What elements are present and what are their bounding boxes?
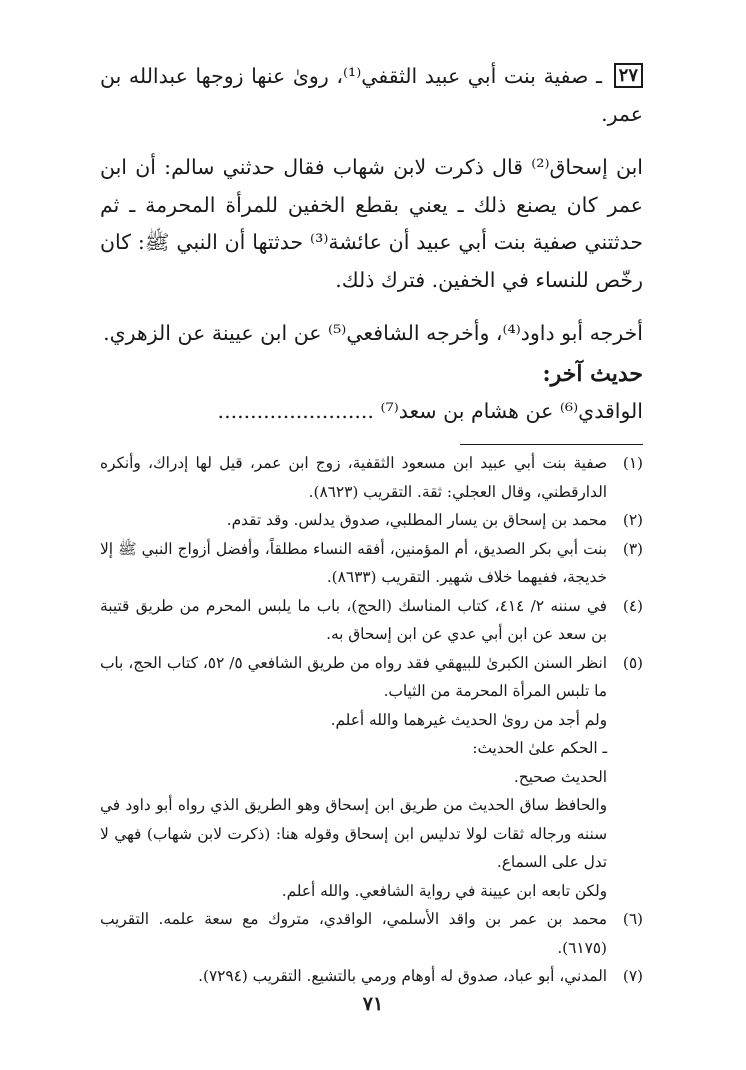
last-line-text: الواقدي⁽⁶⁾ عن هشام بن سعد⁽⁷⁾: [380, 398, 643, 423]
footnote-line: والحافظ ساق الحديث من طريق ابن إسحاق وهو الطريق الذي رواه أبو داود في سننه ورجاله ثقات لولا تدليس ابن إسحاق وقوله هنا: (ذكرت لابن شهاب) فهي لا تدل على السماع.: [100, 796, 607, 871]
entry-number-box: ٢٧: [614, 63, 643, 88]
footnote-4: [100, 592, 643, 649]
footnote-divider: [460, 444, 643, 445]
footnote-line: محمد بن إسحاق بن يسار المطلبي، صدوق يدلس. وقد تقدم.: [226, 511, 607, 529]
footnote-number: (٢): [622, 511, 643, 529]
footnote-5: [100, 649, 643, 906]
footnote-number: (٤): [622, 596, 643, 615]
footnote-6: [100, 905, 643, 962]
footnote-line: المدني، أبو عباد، صدوق له أوهام ورمي بالتشيع. التقريب (٧٢٩٤).: [198, 967, 607, 985]
footnote-line: الحديث صحيح.: [513, 767, 607, 786]
footnote-line: ولم أجد من روىٰ الحديث غيرهما والله أعلم.: [330, 710, 607, 729]
another-hadith-subheading: حديث آخر:: [542, 360, 643, 387]
footnote-3: [100, 535, 643, 592]
footnote-body: [100, 962, 607, 991]
footnote-body: [100, 649, 607, 906]
footnote-line: ولكن تابعه ابن عيينة في رواية الشافعي. والله أعلم.: [281, 881, 607, 900]
footnote-line: في سننه ٢/ ٤١٤، كتاب المناسك (الحج)، باب ما يلبس المحرم من طريق قتيبة بن سعد عن ابن أبي عدي عن ابن إسحاق به.: [100, 596, 607, 643]
footnote-2: [100, 506, 643, 535]
entry-heading-text: ـ صفية بنت أبي عبيد الثقفي⁽¹⁾، روىٰ عنها زوجها عبدالله بن عمر.: [100, 64, 643, 126]
footnote-number: (١): [622, 454, 643, 472]
footnote-7: [100, 962, 643, 991]
footnote-line: صفية بنت أبي عبيد ابن مسعود الثقفية، زوج ابن عمر، قيل لها إدراك، وأنكره الدارقطني، وقال العجلي: ثقة. التقريب (٨٦٢٣).: [100, 454, 607, 501]
main-text: [100, 58, 643, 430]
takhrij-paragraph: أخرجه أبو داود⁽⁴⁾، وأخرجه الشافعي⁽⁵⁾ عن ابن عيينة عن الزهري.: [103, 321, 643, 345]
footnote-body: [100, 535, 607, 592]
footnote-line: بنت أبي بكر الصديق، أم المؤمنين، أفقه النساء مطلقاً، وأفضل أزواج النبي ﷺ إلا خديجة، ففيهما خلاف شهير. التقريب (٨٦٣٣).: [100, 539, 607, 586]
last-line: [100, 393, 643, 431]
footnote-body: [100, 506, 607, 535]
footnote-body: [100, 592, 607, 649]
footnote-body: [100, 449, 607, 506]
footnote-line: محمد بن عمر بن واقد الأسلمي، الواقدي، متروك مع سعة علمه. التقريب (٦١٧٥).: [100, 910, 607, 957]
footnotes: [100, 449, 643, 991]
footnote-number: (٣): [622, 539, 643, 558]
narration-paragraph: ابن إسحاق⁽²⁾ قال ذكرت لابن شهاب فقال حدثني سالم: أن ابن عمر كان يصنع ذلك ـ يعني بقطع الخفين للمرأة المحرمة ـ ثم حدثتني صفية بنت أبي عبيد أن عائشة⁽³⁾ حدثتها أن النبي ﷺ: كان رخّص للنساء في الخفين. فترك ذلك.: [100, 155, 643, 292]
footnote-1: [100, 449, 643, 506]
footnote-line: انظر السنن الكبرىٰ للبيهقي فقد رواه من طريق الشافعي ٥/ ٥٢، كتاب الحج، باب ما تلبس المرأة المحرمة من الثياب.: [100, 653, 607, 700]
footnote-body: [100, 905, 607, 962]
footnote-number: (٧): [622, 967, 643, 985]
page-number: ٧١: [362, 993, 384, 1015]
entry-heading: [100, 58, 643, 133]
footnote-line: ـ الحكم علىٰ الحديث:: [472, 739, 607, 757]
ellipsis-dots: ........................: [217, 398, 374, 423]
footnote-number: (٦): [622, 910, 643, 928]
footnote-number: (٥): [622, 653, 643, 672]
